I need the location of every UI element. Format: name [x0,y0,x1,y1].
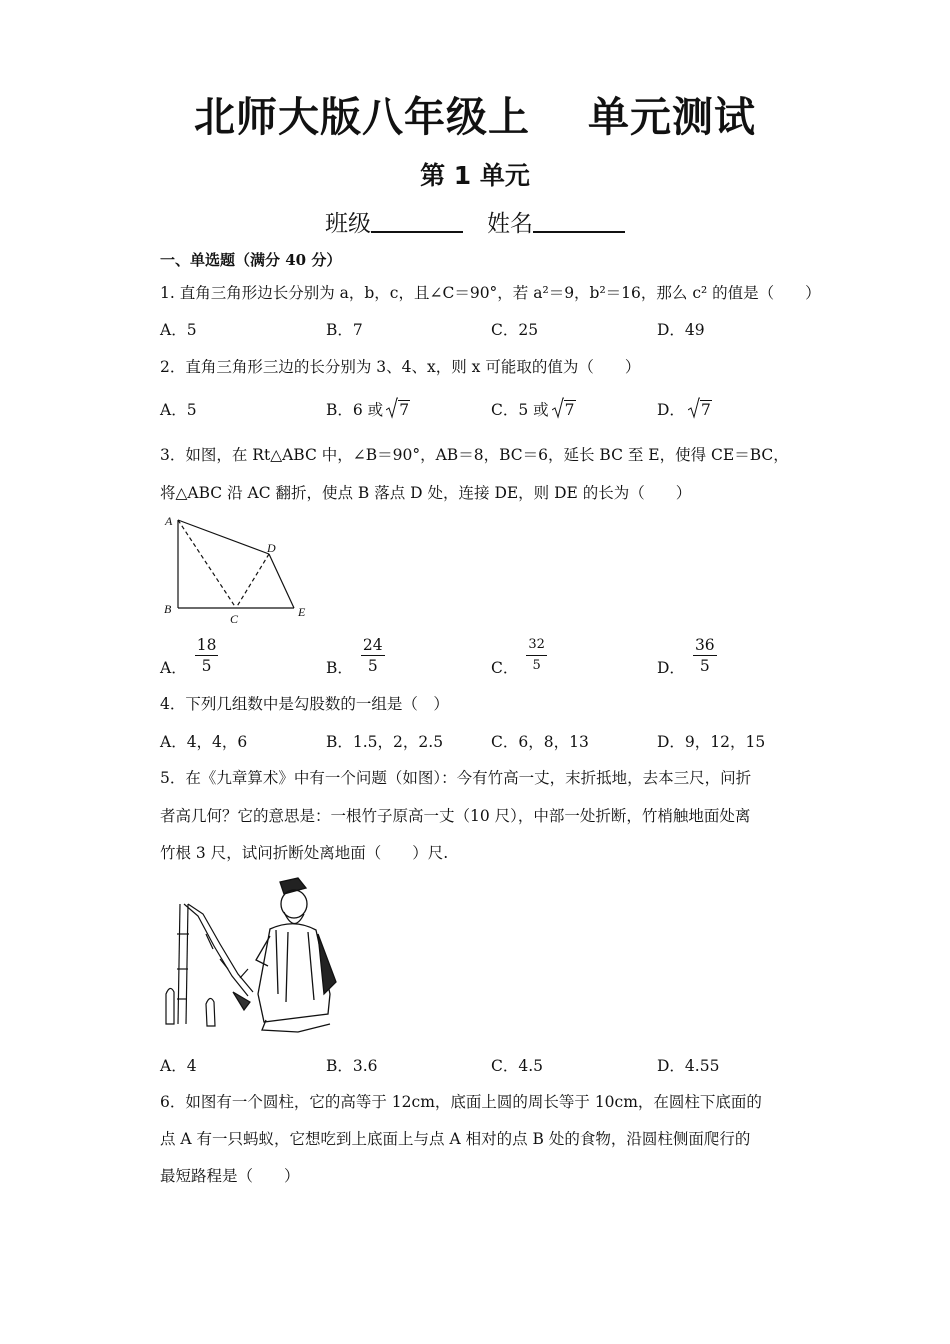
title-right: 单元测试 [588,93,756,141]
q4-option-b[interactable]: B．1.5，2，2.5 [326,733,444,751]
question-4-options [160,730,800,760]
q2-option-b-text: B．6 或 [326,401,384,419]
bamboo-scholar-illustration [158,874,348,1036]
segment-ad [178,520,269,554]
question-5-stem-line3: 竹根 3 尺，试问折断处离地面（ ）尺. [160,844,449,862]
q4-option-d[interactable]: D．9，12，15 [657,733,766,751]
name-blank[interactable] [533,211,625,233]
label-d: D [267,541,276,555]
label-b: B [164,602,172,616]
q2-option-b[interactable] [326,398,410,420]
question-6-stem-line1: 6．如图有一个圆柱，它的高等于 12cm，底面上圆的周长等于 10cm，在圆柱下底面的 [160,1093,762,1111]
q4-option-a[interactable]: A．4，4，6 [160,733,248,751]
q2-option-d-text: D． [657,401,685,419]
q1-option-a[interactable]: A．5 [160,321,197,339]
q2-option-a[interactable]: A．5 [160,401,197,419]
question-2-stem: 2．直角三角形三边的长分别为 3、4、x，则 x 可能取的值为（ ） [160,358,641,376]
q1-option-c[interactable]: C．25 [491,321,539,339]
q2-option-d[interactable] [657,398,712,420]
segment-de [269,554,294,608]
student-info [0,205,950,238]
q5-option-b[interactable]: B．3.6 [326,1057,378,1075]
question-3-stem-line2: 将△ABC 沿 AC 翻折，使点 B 落点 D 处，连接 DE，则 DE 的长为（ ） [160,484,692,502]
q3-option-d[interactable]: D． $\frac{36}{5}$ [657,636,715,677]
segment-ac [178,520,236,608]
question-5-stem-line1: 5．在《九章算术》中有一个问题（如图）：今有竹高一丈，末折抵地，去本三尺，问折 [160,769,752,787]
section-heading: 一、单选题（满分 40 分） [160,251,342,269]
q5-option-c[interactable]: C．4.5 [491,1057,544,1075]
question-5-stem-line2: 者高几何？它的意思是：一根竹子原高一丈（10 尺），中部一处折断，竹梢触地面处离 [160,807,751,825]
q4-option-c[interactable]: C．6，8，13 [491,733,589,751]
scholar-figure-icon [256,878,336,1032]
title-left: 北师大版八年级上 [194,93,530,141]
sqrt-symbol: 7 [386,401,410,419]
page-title [0,84,950,143]
question-2-options [160,398,800,428]
q5-option-d[interactable]: D．4.55 [657,1057,720,1075]
class-label: 班级 [325,211,371,237]
question-1-stem: 1. 直角三角形边长分别为 a，b，c，且∠C＝90°，若 a²＝9，b²＝16，那么 c² 的值是（ ） [160,284,821,302]
bamboo-icon [166,904,253,1026]
unit-subtitle: 第 1 单元 [420,161,530,190]
q3-option-a[interactable]: A． $\frac{18}{5}$ [160,636,217,677]
label-c: C [230,612,239,626]
question-3-stem-line1: 3．如图，在 Rt△ABC 中，∠B＝90°，AB＝8，BC＝6，延长 BC 至 E，使得 CE＝BC， [160,446,789,464]
q2-option-c-text: C．5 或 [491,401,549,419]
question-4-stem: 4．下列几组数中是勾股数的一组是（ ） [160,695,449,713]
segment-dc [236,554,269,608]
question-6-stem-line2: 点 A 有一只蚂蚁，它想吃到上底面上与点 A 相对的点 B 处的食物，沿圆柱侧面爬行的 [160,1130,751,1148]
question-5-options [160,1054,800,1084]
q3-option-b[interactable]: B． $\frac{24}{5}$ [326,636,383,677]
label-a: A [165,514,173,528]
question-3-options [160,635,800,681]
triangle-figure [156,510,316,628]
q2-option-c[interactable] [491,398,576,420]
question-1-options [160,318,800,348]
class-blank[interactable] [371,211,463,233]
label-e: E [298,605,306,619]
name-label: 姓名 [487,211,533,237]
sqrt-symbol: 7 [688,401,712,419]
q1-option-b[interactable]: B．7 [326,321,363,339]
question-6-stem-line3: 最短路程是（ ） [160,1167,300,1185]
q5-option-a[interactable]: A．4 [160,1057,197,1075]
q3-option-c[interactable]: C． $\frac{32}{5}$ [491,637,545,677]
sqrt-symbol: 7 [552,401,576,419]
q1-option-d[interactable]: D．49 [657,321,705,339]
